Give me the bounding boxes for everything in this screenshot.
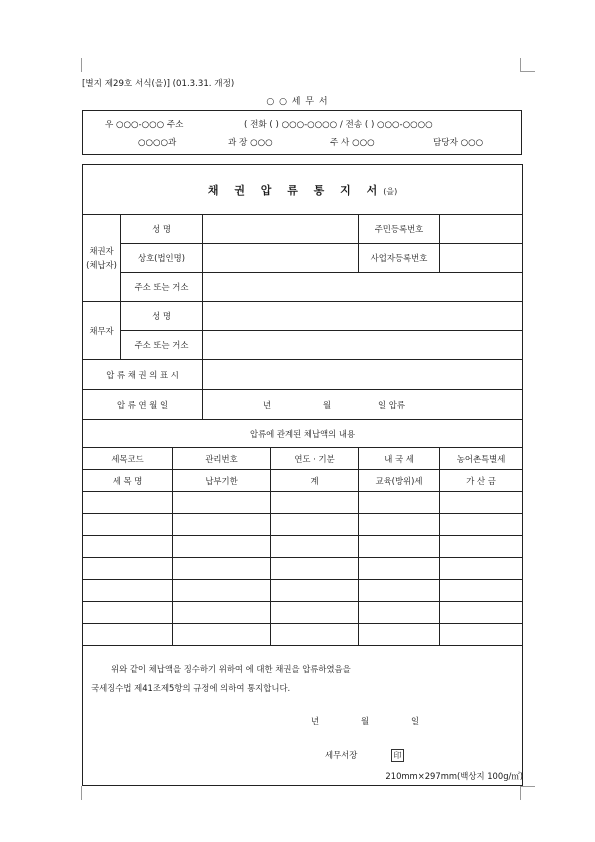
- signature-label: 세무서장: [325, 750, 358, 760]
- col-total: 계: [271, 470, 359, 492]
- col-management-no: 관리번호: [173, 448, 271, 470]
- col-penalty: 가 산 금: [440, 470, 523, 492]
- table-row: [83, 624, 523, 646]
- arrears-cell[interactable]: [83, 602, 173, 624]
- arrears-header-row-1: [83, 448, 523, 470]
- arrears-cell[interactable]: [173, 580, 271, 602]
- arrears-rows: [83, 492, 523, 646]
- arrears-cell[interactable]: [359, 492, 440, 514]
- form-title-suffix: (을): [383, 186, 398, 196]
- header-phone-fax: ( 전화 ( ) ○○○-○○○○ / 전송 ( ) ○○○-○○○○: [244, 120, 433, 130]
- seizure-date-day: 일 압류: [378, 399, 405, 410]
- creditor-address-value[interactable]: [203, 273, 523, 302]
- crop-mark-top-right-h: [521, 71, 535, 72]
- arrears-cell[interactable]: [359, 580, 440, 602]
- notice-date-year: 년: [311, 716, 320, 726]
- creditor-name-label: 성 명: [121, 215, 203, 244]
- creditor-brn-value[interactable]: [440, 244, 523, 273]
- form-number: [별지 제29호 서식(을)] (01.3.31. 개정): [82, 79, 235, 89]
- creditor-label: 채권자: [89, 246, 114, 256]
- arrears-cell[interactable]: [173, 492, 271, 514]
- header-officer: 주 사 ○○○: [330, 138, 375, 148]
- table-row: [83, 492, 523, 514]
- arrears-cell[interactable]: [440, 602, 523, 624]
- creditor-rrn-value[interactable]: [440, 215, 523, 244]
- notice-line-1: 위와 같이 체납액을 징수하기 위하여 에 대한 채권을 압류하였음을: [111, 664, 351, 674]
- table-row: [83, 514, 523, 536]
- arrears-cell[interactable]: [173, 602, 271, 624]
- arrears-cell[interactable]: [271, 624, 359, 646]
- table-row: [83, 580, 523, 602]
- header-division: ○○○○과: [138, 138, 177, 148]
- arrears-cell[interactable]: [271, 492, 359, 514]
- office-header-box: [82, 110, 522, 155]
- creditor-brn-label: 사업자등록번호: [359, 244, 440, 273]
- seized-claim-label: 압 류 채 권 의 표 시: [83, 360, 203, 390]
- arrears-heading: 압류에 관계된 체납액의 내용: [83, 420, 523, 448]
- arrears-cell[interactable]: [440, 536, 523, 558]
- notice-signature: [325, 746, 404, 765]
- arrears-cell[interactable]: [359, 558, 440, 580]
- creditor-address-label: 주소 또는 거소: [121, 273, 203, 302]
- debtor-section-label: 채무자: [83, 302, 121, 360]
- col-education-tax: 교육(방위)세: [359, 470, 440, 492]
- col-rural-special-tax: 농어촌특별세: [440, 448, 523, 470]
- crop-mark-bottom-right-h: [521, 786, 535, 787]
- creditor-name-value[interactable]: [203, 215, 359, 244]
- seizure-date-label: 압 류 연 월 일: [83, 390, 203, 420]
- seizure-date-value[interactable]: [203, 390, 523, 420]
- arrears-cell[interactable]: [359, 602, 440, 624]
- arrears-cell[interactable]: [359, 624, 440, 646]
- crop-mark-top-left-v: [81, 58, 82, 72]
- arrears-cell[interactable]: [83, 558, 173, 580]
- debtor-address-value[interactable]: [203, 331, 523, 360]
- form-title-cell: [83, 165, 523, 215]
- arrears-cell[interactable]: [173, 558, 271, 580]
- arrears-cell[interactable]: [271, 536, 359, 558]
- debtor-address-label: 주소 또는 거소: [121, 331, 203, 360]
- creditor-trade-name-value[interactable]: [203, 244, 359, 273]
- arrears-cell[interactable]: [173, 536, 271, 558]
- creditor-section-label: [83, 215, 121, 302]
- header-address: 우 ○○○-○○○ 주소: [105, 120, 184, 130]
- seizure-date-year: 년: [263, 399, 272, 410]
- arrears-cell[interactable]: [271, 602, 359, 624]
- arrears-cell[interactable]: [440, 580, 523, 602]
- table-row: [83, 602, 523, 624]
- notice-date: [311, 712, 419, 731]
- arrears-cell[interactable]: [173, 624, 271, 646]
- arrears-cell[interactable]: [271, 580, 359, 602]
- notice-date-month: 월: [361, 716, 370, 726]
- seized-claim-value[interactable]: [203, 360, 523, 390]
- arrears-cell[interactable]: [359, 514, 440, 536]
- arrears-cell[interactable]: [359, 536, 440, 558]
- form-title: 채 권 압 류 통 지 서: [207, 183, 384, 197]
- col-tax-code: 세목코드: [83, 448, 173, 470]
- arrears-cell[interactable]: [173, 514, 271, 536]
- seizure-date-month: 월: [323, 399, 332, 410]
- col-due-date: 납부기한: [173, 470, 271, 492]
- debtor-name-value[interactable]: [203, 302, 523, 331]
- creditor-trade-name-label: 상호(법인명): [121, 244, 203, 273]
- arrears-cell[interactable]: [83, 580, 173, 602]
- arrears-cell[interactable]: [440, 558, 523, 580]
- header-chief: 과 장 ○○○: [228, 138, 273, 148]
- crop-mark-bottom-right-v: [520, 786, 521, 800]
- arrears-cell[interactable]: [440, 492, 523, 514]
- arrears-cell[interactable]: [440, 514, 523, 536]
- crop-mark-top-right-v: [520, 58, 521, 72]
- col-year-period: 연도 · 기분: [271, 448, 359, 470]
- paper-spec: 210mm×297mm(백상지 100g/㎡): [385, 771, 523, 781]
- crop-mark-bottom-left-v: [81, 786, 82, 800]
- arrears-header-row-2: [83, 470, 523, 492]
- office-name: ○ ○ 세 무 서: [266, 97, 329, 107]
- arrears-cell[interactable]: [271, 514, 359, 536]
- col-national-tax: 내 국 세: [359, 448, 440, 470]
- header-in-charge: 담당자 ○○○: [433, 138, 484, 148]
- arrears-cell[interactable]: [83, 536, 173, 558]
- arrears-cell[interactable]: [83, 624, 173, 646]
- seizure-notice-form: [82, 164, 523, 786]
- table-row: [83, 558, 523, 580]
- table-row: [83, 536, 523, 558]
- col-tax-item-name: 세 목 명: [83, 470, 173, 492]
- arrears-cell[interactable]: [440, 624, 523, 646]
- seal-mark: 印: [391, 749, 404, 762]
- creditor-sublabel: (체납자): [86, 260, 117, 270]
- notice-cell: [83, 646, 523, 786]
- notice-line-2: 국세징수법 제41조제5항의 규정에 의하여 통지합니다.: [91, 683, 291, 693]
- arrears-cell[interactable]: [83, 514, 173, 536]
- arrears-cell[interactable]: [83, 492, 173, 514]
- debtor-name-label: 성 명: [121, 302, 203, 331]
- creditor-rrn-label: 주민등록번호: [359, 215, 440, 244]
- notice-date-day: 일: [411, 716, 420, 726]
- arrears-cell[interactable]: [271, 558, 359, 580]
